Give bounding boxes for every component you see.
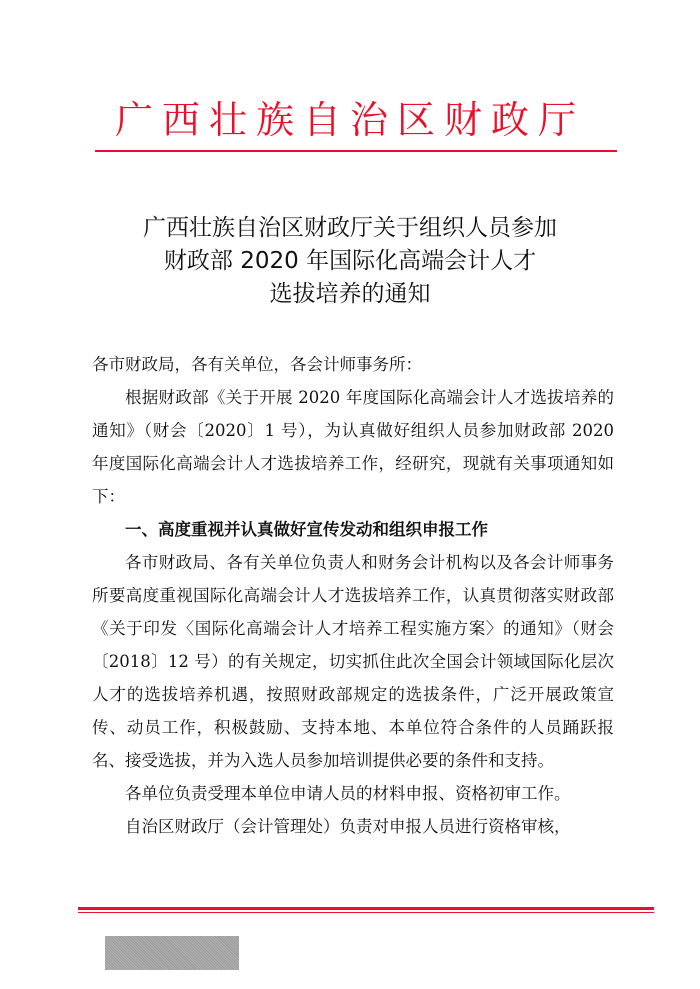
footer-divider-thin [78, 912, 654, 913]
document-body [92, 348, 614, 843]
title-line-1: 广西壮族自治区财政厅关于组织人员参加 [143, 215, 557, 241]
section-heading-1: 一、高度重视并认真做好宣传发动和组织申报工作 [125, 520, 488, 539]
paragraph-4: 自治区财政厅（会计管理处）负责对申报人员进行资格审核， [125, 817, 571, 836]
paragraph-1: 根据财政部《关于开展 2020 年度国际化高端会计人才选拔培养的通知》（财会〔2020〕1 号），为认真做好组织人员参加财政部 2020 年度国际化高端会计人才选拔培养工作，经研究，现就有关事项通知如下： [92, 388, 614, 506]
masthead-title: 广西壮族自治区财政厅 [114, 98, 585, 142]
redacted-stamp [105, 936, 239, 970]
title-line-2: 财政部 2020 年国际化高端会计人才 [163, 248, 537, 274]
header-divider [95, 150, 617, 152]
paragraph-3: 各单位负责受理本单位申请人员的材料申报、资格初审工作。 [125, 784, 571, 803]
document-title [0, 212, 700, 311]
footer-divider-thick [78, 907, 654, 910]
title-line-3: 选拔培养的通知 [269, 281, 431, 307]
salutation: 各市财政局，各有关单位，各会计师事务所： [92, 355, 422, 374]
paragraph-2: 各市财政局、各有关单位负责人和财务会计机构以及各会计师事务所要高度重视国际化高端会计人才选拔培养工作，认真贯彻落实财政部《关于印发〈国际化高端会计人才培养工程实施方案〉的通知》（财会〔2018〕12 号）的有关规定，切实抓住此次全国会计领域国际化层次人才的选拔培养机遇，按照财政部规定的选拔条件，广泛开展政策宣传、动员工作，积极鼓励、支持本地、本单位符合条件的人员踊跃报名、接受选拔，并为入选人员参加培训提供必要的条件和支持。 [92, 553, 614, 770]
